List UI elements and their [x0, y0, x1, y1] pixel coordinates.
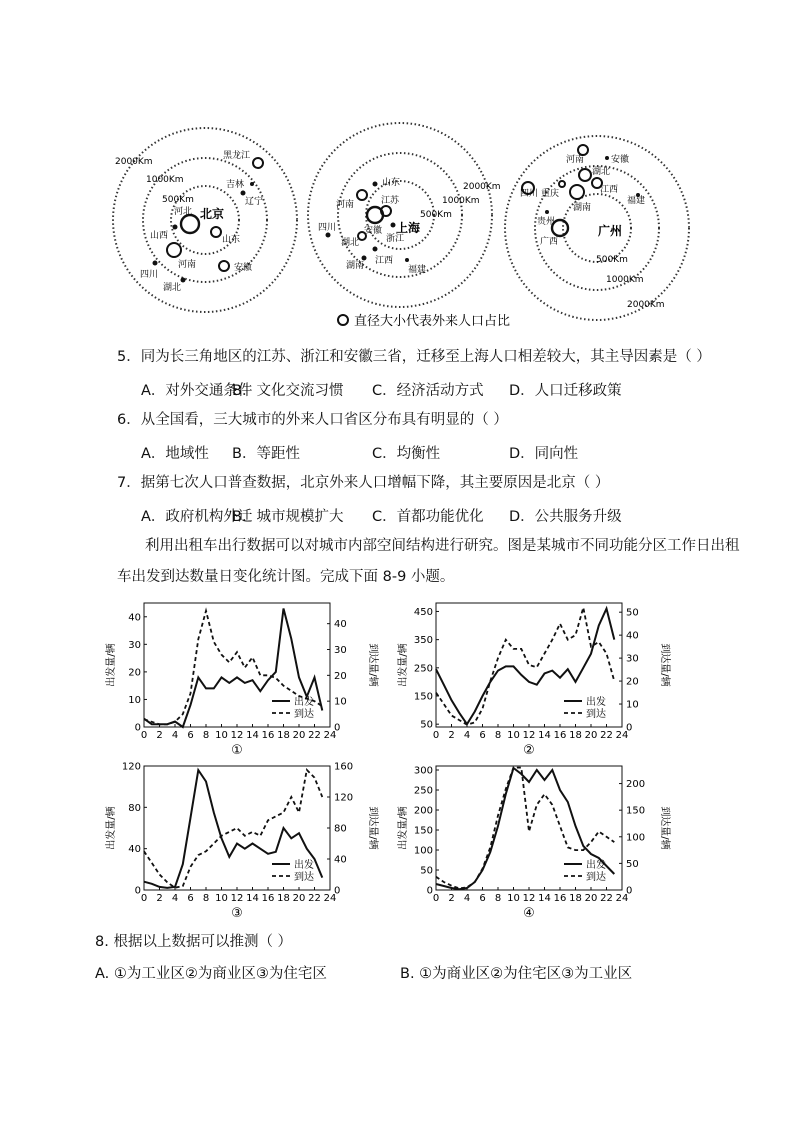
- left-axis-label: 出发量/辆: [106, 806, 117, 850]
- x-tick-label: 10: [215, 893, 228, 904]
- x-tick-label: 22: [600, 730, 613, 741]
- province-label: 福建: [408, 265, 427, 275]
- x-tick-label: 4: [463, 893, 471, 904]
- right-y-tick-label: 50: [626, 607, 639, 619]
- right-y-tick-label: 30: [334, 645, 347, 656]
- x-tick-label: 8: [494, 893, 502, 904]
- question-6-option-b[interactable]: B．等距性: [232, 446, 300, 462]
- left-y-tick-label: 40: [128, 844, 141, 856]
- right-y-tick-label: 10: [626, 699, 639, 711]
- question-6-stem: 6．从全国看，三大城市的外来人口省区分布具有明显的（ ）: [117, 412, 508, 428]
- left-y-tick-label: 120: [121, 761, 141, 773]
- x-tick-label: 6: [187, 893, 194, 904]
- right-y-tick-label: 120: [334, 792, 354, 804]
- ring-2000km: [505, 136, 689, 320]
- province-marker: [241, 191, 246, 196]
- province-label: 湖北: [592, 167, 611, 177]
- beijing-diagram: [113, 128, 297, 312]
- x-tick-label: 24: [323, 893, 337, 904]
- guangzhou-center-label: 广州: [598, 224, 623, 238]
- ring-label-500: 500Km: [420, 210, 452, 220]
- taxi-chart-2: [392, 597, 682, 765]
- province-label: 四川: [318, 223, 337, 233]
- province-label: 浙江: [386, 234, 405, 244]
- x-tick-label: 8: [202, 893, 210, 904]
- province-marker: [250, 182, 254, 186]
- legend-arrival-label: 到达: [294, 709, 314, 720]
- province-marker: [578, 145, 588, 155]
- x-tick-label: 22: [600, 893, 613, 904]
- question-7-stem: 7．据第七次人口普查数据，北京外来人口增幅下降，其主要原因是北京（ ）: [117, 475, 610, 491]
- province-label: 江苏: [381, 196, 400, 206]
- x-tick-label: 0: [432, 893, 440, 904]
- province-label: 安徽: [234, 263, 253, 273]
- beijing-center-label: 北京: [200, 207, 225, 221]
- province-label: 广西: [540, 237, 559, 247]
- intro-paragraph-line-2: 车出发到达数量日变化统计图。完成下面 8-9 小题。: [117, 569, 455, 585]
- ring-label-2000: 2000Km: [627, 300, 665, 310]
- right-y-tick-label: 40: [626, 630, 639, 642]
- left-y-tick-label: 0: [426, 885, 433, 897]
- province-label: 山东: [382, 178, 401, 188]
- question-6-option-c[interactable]: C．均衡性: [372, 446, 441, 462]
- left-y-tick-label: 20: [128, 667, 141, 679]
- province-marker: [219, 261, 229, 271]
- province-label: 江西: [600, 185, 619, 195]
- province-label: 河南: [566, 155, 585, 165]
- ring-label-1000: 1000Km: [146, 175, 184, 185]
- left-y-tick-label: 150: [413, 691, 433, 703]
- question-5-option-c[interactable]: C．经济活动方式: [372, 383, 484, 399]
- province-label: 河南: [336, 200, 355, 210]
- question-8-option-a[interactable]: A. ①为工业区②为商业区③为住宅区: [95, 966, 327, 982]
- question-8-option-b[interactable]: B. ①为商业区②为住宅区③为工业区: [400, 966, 633, 982]
- shanghai-diagram: [308, 123, 501, 307]
- ring-1000km: [535, 166, 659, 290]
- chart-caption: ④: [523, 906, 535, 921]
- province-label: 山东: [222, 235, 241, 245]
- legend-arrival-label: 到达: [586, 709, 606, 720]
- left-y-tick-label: 300: [413, 765, 433, 777]
- province-marker: [362, 256, 367, 261]
- right-axis-label: 到达量/辆: [367, 643, 378, 687]
- left-axis-label: 出发量/辆: [398, 806, 409, 850]
- chart-caption: ②: [523, 743, 535, 758]
- x-tick-label: 2: [156, 730, 163, 741]
- left-y-tick-label: 80: [128, 802, 141, 814]
- ring-2000km: [308, 123, 492, 307]
- right-y-tick-label: 30: [626, 653, 639, 665]
- x-tick-label: 18: [277, 730, 290, 741]
- province-label: 黑龙江: [223, 151, 251, 161]
- ring-label-1000: 1000Km: [442, 196, 480, 206]
- ring-label-1000: 1000Km: [606, 275, 644, 285]
- x-tick-label: 24: [615, 893, 629, 904]
- left-y-tick-label: 250: [413, 663, 433, 675]
- province-label: 吉林: [226, 180, 245, 190]
- question-7-option-a[interactable]: A．政府机构外迁: [141, 509, 253, 525]
- right-y-tick-label: 50: [626, 858, 639, 870]
- x-tick-label: 0: [140, 893, 148, 904]
- x-tick-label: 12: [230, 893, 244, 904]
- x-tick-label: 12: [230, 730, 244, 741]
- province-label: 辽宁: [245, 197, 264, 207]
- province-label: 福建: [627, 196, 646, 206]
- province-marker: [391, 223, 396, 228]
- left-y-tick-label: 150: [413, 825, 433, 837]
- x-tick-label: 22: [308, 730, 321, 741]
- left-y-tick-label: 30: [128, 639, 141, 651]
- x-tick-label: 24: [615, 730, 629, 741]
- taxi-chart-4: [392, 760, 682, 930]
- ring-label-2000: 2000Km: [463, 182, 501, 192]
- x-tick-label: 20: [584, 893, 598, 904]
- left-y-tick-label: 0: [134, 885, 141, 897]
- x-tick-label: 20: [292, 730, 306, 741]
- left-y-tick-label: 40: [128, 612, 141, 624]
- province-marker: [545, 210, 549, 214]
- province-marker: [181, 278, 186, 283]
- question-6-option-a[interactable]: A．地域性: [141, 446, 209, 462]
- left-y-tick-label: 50: [420, 719, 433, 731]
- question-6-option-d[interactable]: D．同向性: [509, 446, 579, 462]
- province-label: 四川: [140, 270, 159, 280]
- question-7-option-d[interactable]: D．公共服务升级: [509, 509, 622, 525]
- x-tick-label: 14: [538, 730, 551, 741]
- province-marker: [357, 190, 367, 200]
- right-y-tick-label: 200: [626, 779, 646, 791]
- province-marker: [173, 225, 178, 230]
- question-7-option-b[interactable]: B．城市规模扩大: [232, 509, 344, 525]
- intro-paragraph-line-1: 利用出租车出行数据可以对城市内部空间结构进行研究。图是某城市不同功能分区工作日出租: [145, 538, 740, 554]
- province-marker: [326, 233, 331, 238]
- legend-departure-label: 出发: [586, 697, 606, 708]
- province-marker: [405, 258, 409, 262]
- left-y-tick-label: 0: [134, 722, 141, 734]
- right-y-tick-label: 40: [334, 854, 347, 866]
- left-y-tick-label: 350: [413, 635, 433, 647]
- question-5-option-a[interactable]: A．对外交通条件: [141, 383, 253, 399]
- province-label: 重庆: [541, 189, 560, 199]
- province-label: 四川: [520, 189, 539, 199]
- x-tick-label: 8: [494, 730, 502, 741]
- ring-label-500: 500Km: [596, 255, 628, 265]
- x-tick-label: 16: [553, 893, 567, 904]
- question-5-stem: 5．同为长三角地区的江苏、浙江和安徽三省，迁移至上海人口相差较大，其主导因素是（ ）: [117, 349, 711, 365]
- province-marker: [253, 158, 263, 168]
- x-tick-label: 6: [479, 730, 486, 741]
- question-5-option-d[interactable]: D．人口迁移政策: [509, 383, 622, 399]
- x-tick-label: 16: [553, 730, 567, 741]
- x-tick-label: 10: [507, 730, 520, 741]
- x-tick-label: 20: [584, 730, 598, 741]
- right-y-tick-label: 160: [334, 761, 354, 773]
- x-tick-label: 2: [156, 893, 163, 904]
- legend-arrival-label: 到达: [586, 872, 606, 883]
- left-y-tick-label: 250: [413, 785, 433, 797]
- x-tick-label: 18: [569, 730, 582, 741]
- left-y-tick-label: 10: [128, 694, 141, 706]
- chart-caption: ③: [231, 906, 243, 921]
- chart-caption: ①: [231, 743, 243, 758]
- left-axis-label: 出发量/辆: [398, 643, 409, 687]
- right-y-tick-label: 0: [334, 885, 341, 897]
- right-y-tick-label: 0: [334, 722, 341, 734]
- province-label: 湖南: [346, 261, 365, 271]
- x-tick-label: 14: [538, 893, 551, 904]
- x-tick-label: 2: [448, 893, 455, 904]
- province-marker: [570, 185, 584, 199]
- legend-arrival-label: 到达: [294, 872, 314, 883]
- province-label: 湖北: [341, 238, 360, 248]
- province-marker: [373, 247, 378, 252]
- taxi-chart-1: [100, 597, 390, 765]
- guangzhou-diagram: [505, 136, 689, 320]
- question-8-stem: 8. 根据以上数据可以推测（ ）: [95, 934, 293, 950]
- x-tick-label: 0: [140, 730, 148, 741]
- legend-departure-label: 出发: [586, 860, 606, 871]
- x-tick-label: 10: [215, 730, 228, 741]
- question-7-option-c[interactable]: C．首都功能优化: [372, 509, 484, 525]
- x-tick-label: 6: [479, 893, 486, 904]
- x-tick-label: 16: [261, 893, 275, 904]
- x-tick-label: 4: [171, 893, 179, 904]
- right-y-tick-label: 20: [334, 670, 347, 682]
- province-marker: [358, 232, 366, 240]
- legend-departure-label: 出发: [294, 697, 314, 708]
- right-y-tick-label: 80: [334, 823, 347, 835]
- right-y-tick-label: 10: [334, 696, 347, 708]
- province-label: 江西: [375, 256, 394, 266]
- x-tick-label: 8: [202, 730, 210, 741]
- left-y-tick-label: 450: [413, 606, 433, 618]
- x-tick-label: 22: [308, 893, 321, 904]
- right-y-tick-label: 150: [626, 805, 646, 817]
- province-marker: [605, 156, 609, 160]
- left-axis-label: 出发量/辆: [106, 643, 117, 687]
- province-label: 贵州: [537, 217, 556, 227]
- diagram-legend-text: 直径大小代表外来人口占比: [354, 314, 511, 329]
- x-tick-label: 4: [171, 730, 179, 741]
- province-label: 安徽: [611, 155, 630, 165]
- province-label: 湖北: [163, 283, 182, 293]
- x-tick-label: 12: [522, 893, 536, 904]
- right-axis-label: 到达量/辆: [659, 806, 670, 850]
- x-tick-label: 18: [277, 893, 290, 904]
- right-axis-label: 到达量/辆: [367, 806, 378, 850]
- province-marker: [373, 182, 378, 187]
- ring-label-2000: 2000Km: [115, 157, 153, 167]
- province-label: 湖南: [573, 203, 592, 213]
- x-tick-label: 12: [522, 730, 536, 741]
- province-marker: [559, 181, 565, 187]
- x-tick-label: 2: [448, 730, 455, 741]
- province-label: 山西: [150, 231, 169, 241]
- province-label: 河北: [174, 207, 193, 217]
- right-y-tick-label: 0: [626, 885, 633, 897]
- right-y-tick-label: 40: [334, 619, 347, 631]
- migration-ring-diagrams: [100, 100, 700, 340]
- right-axis-label: 到达量/辆: [659, 643, 670, 687]
- x-tick-label: 24: [323, 730, 337, 741]
- province-marker: [167, 243, 181, 257]
- x-tick-label: 20: [292, 893, 306, 904]
- ring-label-500: 500Km: [162, 195, 194, 205]
- x-tick-label: 18: [569, 893, 582, 904]
- left-y-tick-label: 100: [413, 845, 433, 857]
- x-tick-label: 6: [187, 730, 194, 741]
- shanghai-center-label: 上海: [396, 221, 421, 235]
- taxi-chart-3: [100, 760, 390, 930]
- province-marker: [211, 227, 221, 237]
- right-y-tick-label: 0: [626, 722, 633, 734]
- question-5-option-b[interactable]: B．文化交流习惯: [232, 383, 344, 399]
- left-y-tick-label: 200: [413, 805, 433, 817]
- province-label: 安徽: [364, 226, 383, 236]
- province-marker: [153, 261, 158, 266]
- x-tick-label: 16: [261, 730, 275, 741]
- x-tick-label: 14: [246, 730, 259, 741]
- x-tick-label: 10: [507, 893, 520, 904]
- legend-departure-label: 出发: [294, 860, 314, 871]
- beijing-center-marker: [181, 215, 199, 233]
- right-y-tick-label: 20: [626, 676, 639, 688]
- province-label: 河南: [178, 260, 197, 270]
- legend-circle-icon: [338, 315, 348, 325]
- right-y-tick-label: 100: [626, 832, 646, 844]
- province-marker: [579, 169, 591, 181]
- left-y-tick-label: 50: [420, 865, 433, 877]
- x-tick-label: 0: [432, 730, 440, 741]
- x-tick-label: 14: [246, 893, 259, 904]
- x-tick-label: 4: [463, 730, 471, 741]
